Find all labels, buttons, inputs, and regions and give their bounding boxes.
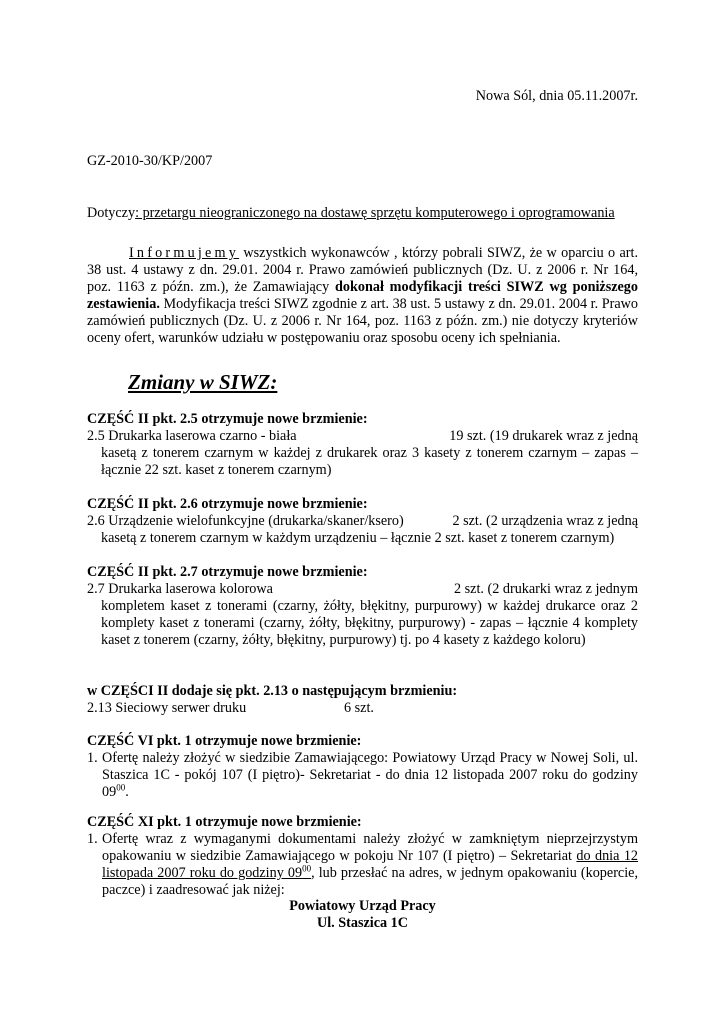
section-2-13 xyxy=(87,683,638,717)
section-heading: CZĘŚĆ VI pkt. 1 otrzymuje nowe brzmienie: xyxy=(87,733,362,749)
list-number: 1. xyxy=(87,750,98,766)
section-heading: w CZĘŚCI II dodaje się pkt. 2.13 o następującym brzmieniu: xyxy=(87,683,458,699)
item-quantity: 19 szt. (19 drukarek wraz z jedną xyxy=(449,428,638,444)
intro-bold-text: dokonał modyfikacji treści SIWZ wg poniższego zestawienia. xyxy=(87,279,638,312)
item-row xyxy=(87,513,638,530)
subject-prefix: Dotyczy xyxy=(87,205,136,221)
item-continuation: kasetą z tonerem czarnym w każdym urządzeniu – łącznie 2 szt. kaset z tonerem czarnym) xyxy=(101,530,615,546)
item-row xyxy=(87,428,638,445)
document-date: Nowa Sól, dnia 05.11.2007r. xyxy=(475,88,638,104)
list-end: . xyxy=(125,784,129,800)
item-quantity: 6 szt. xyxy=(344,700,374,716)
section-xi-1 xyxy=(87,814,638,899)
section-2-5 xyxy=(87,411,638,479)
section-heading: CZĘŚĆ II pkt. 2.7 otrzymuje nowe brzmienie: xyxy=(87,564,368,580)
list-item xyxy=(87,831,638,899)
time-superscript: 00 xyxy=(116,782,126,793)
subject-line xyxy=(87,205,615,222)
list-item xyxy=(87,750,638,801)
reference-number: GZ-2010-30/KP/2007 xyxy=(87,153,213,169)
intro-text-1: wszystkich wykonawców , którzy pobrali SIWZ, że w oparciu o art. 38 ust. 4 ustawy z dn. 29.01. 2004 r. Prawo zamówień publicznych (Dz. U. z 2006 r. Nr 164, poz. 1163 z późn. zm.), że Zamawiający xyxy=(87,245,638,295)
section-heading: CZĘŚĆ II pkt. 2.6 otrzymuje nowe brzmienie: xyxy=(87,496,368,512)
item-quantity: 2 szt. (2 urządzenia wraz z jedną xyxy=(452,513,638,529)
item-continuation: kasetą z tonerem czarnym w każdej z drukarek oraz 3 kasety z tonerem czarnym – zapas – łącznie 22 szt. kaset z tonerem czarnym) xyxy=(101,445,638,478)
list-number: 1. xyxy=(87,831,98,847)
intro-spaced-word: Informujemy xyxy=(129,245,240,261)
section-heading: CZĘŚĆ XI pkt. 1 otrzymuje nowe brzmienie: xyxy=(87,814,362,830)
item-quantity: 2 szt. (2 drukarki wraz z jednym xyxy=(454,581,638,597)
intro-paragraph xyxy=(87,245,638,347)
item-row xyxy=(87,700,638,717)
list-text-2: , lub przesłać na adres, w jednym opakowaniu (kopercie, paczce) i zaadresować jak niżej: xyxy=(102,865,639,898)
intro-text-2: Modyfikacja treści SIWZ zgodnie z art. 38 ust. 5 ustawy z dn. 29.01. 2004 r. Prawo zamówień publicznych (Dz. U. z 2006 r. Nr 164, poz. 1163 z późn. zm.) nie dotyczy kryteriów oceny ofert, warunków udziału w postępowaniu oraz sposobu oceny ich spełniania. xyxy=(87,296,638,346)
time-superscript: 00 xyxy=(302,863,312,874)
subject-text: : przetargu nieograniczonego na dostawę sprzętu komputerowego i oprogramowania xyxy=(135,205,615,221)
section-vi-1 xyxy=(87,733,638,801)
item-label: 2.6 Urządzenie wielofunkcyjne (drukarka/skaner/ksero) xyxy=(87,513,404,529)
item-continuation: kompletem kaset z tonerami (czarny, żółty, błękitny, purpurowy) w każdej drukarce oraz 2 komplety kaset z tonerami (czarny, żółty, błękitny, purpurowy) - zapas – łącznie 4 komplety kaset z tonerem (czarny, żółty, błękitny, purpurowy) tj. po 4 kasety z każdego koloru) xyxy=(101,598,638,648)
item-label: 2.5 Drukarka laserowa czarno - biała xyxy=(87,428,297,444)
section-2-7 xyxy=(87,564,638,649)
section-2-6 xyxy=(87,496,638,547)
address-line-1: Powiatowy Urząd Pracy xyxy=(289,898,436,914)
section-heading: CZĘŚĆ II pkt. 2.5 otrzymuje nowe brzmienie: xyxy=(87,411,368,427)
item-label: 2.13 Sieciowy serwer druku xyxy=(87,700,247,716)
list-text-1: Ofertę wraz z wymaganymi dokumentami należy złożyć w zamkniętym nieprzejrzystym opakowaniu w siedzibie Zamawiającego w pokoju Nr 107 (I piętro) – Sekretariat xyxy=(102,831,638,864)
item-label: 2.7 Drukarka laserowa kolorowa xyxy=(87,581,273,597)
address-line-2: Ul. Staszica 1C xyxy=(316,915,409,931)
deadline-date: do dnia 12 listopada 2007 roku do godziny 09 xyxy=(102,848,639,881)
list-text: Ofertę należy złożyć w siedzibie Zamawiającego: Powiatowy Urząd Pracy w Nowej Soli, ul. Staszica 1C - pokój 107 (I piętro)- Sekretariat - do dnia 12 listopada 2007 roku do godziny 09 xyxy=(102,750,638,800)
item-row xyxy=(87,581,638,598)
changes-heading: Zmiany w SIWZ: xyxy=(128,370,278,394)
